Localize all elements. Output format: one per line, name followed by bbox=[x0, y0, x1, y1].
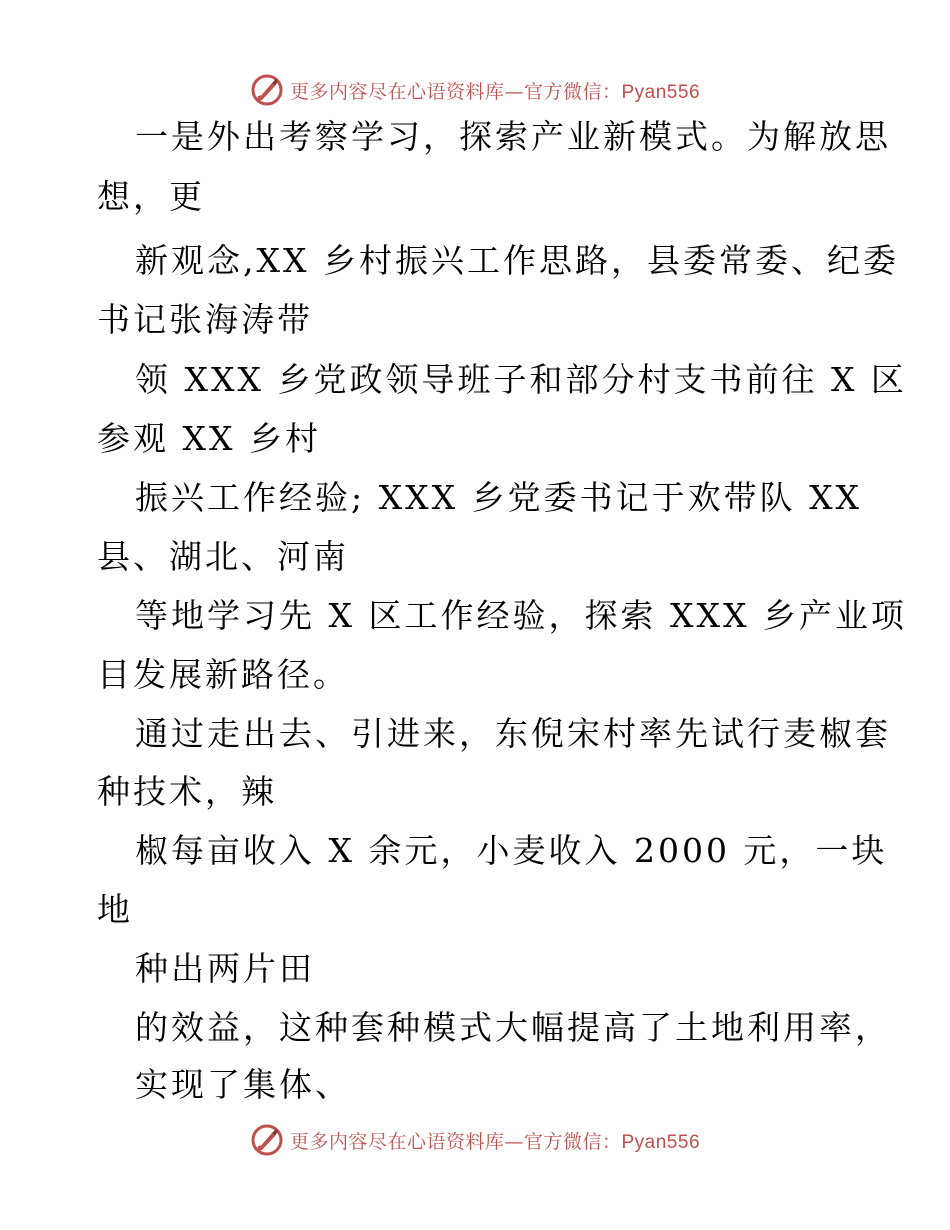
text-line: 县、湖北、河南 bbox=[97, 537, 349, 576]
text-line: 椒每亩收入 X 余元，小麦收入 2000 元，一块 bbox=[135, 831, 888, 870]
text-line: 振兴工作经验; XXX 乡党委书记于欢带队 XX bbox=[135, 478, 863, 517]
text-line: 书记张海涛带 bbox=[97, 300, 313, 339]
watermark-handle: Pyan556 bbox=[621, 1131, 701, 1153]
watermark-handle: Pyan556 bbox=[621, 81, 701, 103]
text-line: 地 bbox=[97, 890, 133, 929]
watermark-text bbox=[290, 77, 700, 104]
brush-logo-icon bbox=[250, 73, 284, 107]
text-line: 想，更 bbox=[97, 177, 205, 216]
text-line: 目发展新路径。 bbox=[97, 655, 349, 694]
text-line: 领 XXX 乡党政领导班子和部分村支书前往 X 区 bbox=[135, 360, 907, 399]
header-watermark bbox=[0, 70, 950, 110]
brush-logo-icon bbox=[250, 1123, 284, 1157]
text-line: 的效益，这种套种模式大幅提高了土地利用率， bbox=[135, 1008, 891, 1047]
watermark-label: 更多内容尽在心语资料库—官方微信： bbox=[289, 80, 622, 103]
text-line: 通过走出去、引进来，东倪宋村率先试行麦椒套 bbox=[135, 714, 891, 753]
footer-watermark bbox=[0, 1120, 950, 1160]
watermark-text bbox=[290, 1127, 700, 1154]
text-line: 实现了集体、 bbox=[135, 1065, 351, 1104]
text-line: 参观 XX 乡村 bbox=[97, 419, 321, 458]
text-line: 一是外出考察学习，探索产业新模式。为解放思 bbox=[135, 117, 891, 156]
text-line: 种技术，辣 bbox=[97, 772, 277, 811]
text-line: 等地学习先 X 区工作经验，探索 XXX 乡产业项 bbox=[135, 596, 907, 635]
text-line: 新观念,XX 乡村振兴工作思路，县委常委、纪委 bbox=[135, 241, 899, 280]
watermark-label: 更多内容尽在心语资料库—官方微信： bbox=[289, 1130, 622, 1153]
text-line: 种出两片田 bbox=[135, 949, 315, 988]
